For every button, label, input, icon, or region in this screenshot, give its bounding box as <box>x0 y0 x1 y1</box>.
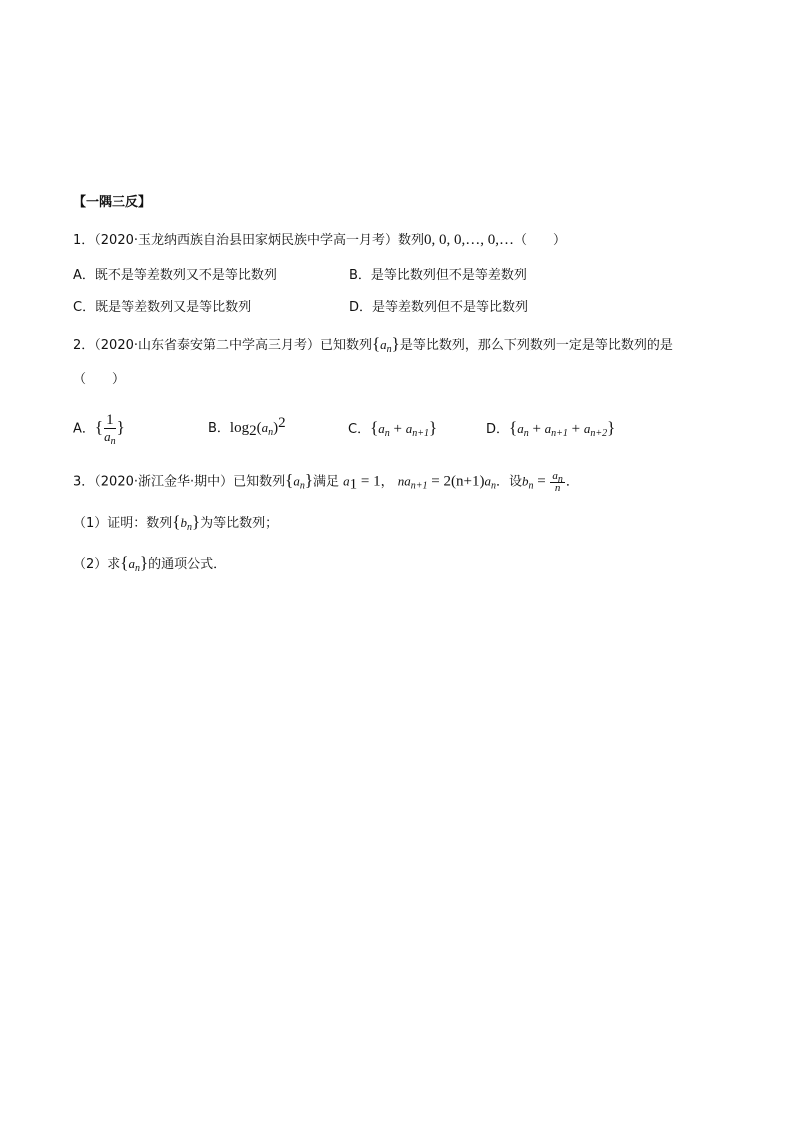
answer-blank: （ ） <box>514 233 567 248</box>
option-label: A． <box>73 421 95 437</box>
question-source: （2020·浙江金华·期中）已知数列 <box>94 474 286 490</box>
q3-part-1: （1）证明：数列$\{b_n\}$为等比数列； <box>73 512 279 533</box>
option-label: C． <box>73 300 96 315</box>
fraction: $\frac{1}{a_n}$ <box>104 412 116 447</box>
fraction: $\frac{a_n}{n}$ <box>552 470 563 494</box>
option-label: A． <box>73 268 95 283</box>
answer-blank: （ ） <box>73 372 126 387</box>
option-label: B． <box>349 268 371 283</box>
q1-option-a <box>73 266 277 286</box>
option-text: 既不是等差数列又不是等比数列 <box>94 268 277 283</box>
q2-option-d: D．$\{a_n + a_{n+1} + a_{n+2}\}$ <box>486 418 616 439</box>
part-label: （1） <box>73 516 108 531</box>
question-2-stem: 2．（2020·山东省泰安第二中学高三月考）已知数列$\{a_n\}$是等比数列，那么下列数列一定是等比数列的是 <box>73 334 673 355</box>
option-label: C． <box>348 422 371 437</box>
sequence-term: a <box>380 337 387 352</box>
question-1-stem <box>73 230 566 251</box>
question-stem-end: 是等比数列，那么下列数列一定是等比数列的是 <box>399 338 673 353</box>
question-3-stem: 3．（2020·浙江金华·期中）已知数列$\{a_n\}$满足 $a_1 = 1$， $na_{n+1} = 2(n+1)a_n$．设$b_n$ = $\frac{a_n}{n}$ ． <box>73 470 579 494</box>
q2-option-b: B．$\log_2(a_n)^2$ <box>208 415 286 439</box>
option-text: 既是等差数列又是等比数列 <box>95 300 252 315</box>
question-source: （2020·玉龙纳西族自治县田家炳民族中学高一月考）数列 <box>94 233 424 248</box>
q2-option-c: C．$\{a_n + a_{n+1}\}$ <box>348 418 438 439</box>
sequence-expression: 0, 0, 0,…, 0,… <box>424 232 514 248</box>
q1-option-b <box>349 266 527 286</box>
q2-option-a: A．{ $\frac{1}{a_n}$ } <box>73 412 125 447</box>
part-label: （2） <box>73 557 108 572</box>
question-number: 2． <box>73 338 95 353</box>
option-label: D． <box>349 300 373 315</box>
question-source: （2020·山东省泰安第二中学高三月考）已知数列 <box>94 338 372 353</box>
section-title: 【一隅三反】 <box>73 195 152 210</box>
q3-part-2: （2）求$\{a_n\}$的通项公式． <box>73 553 227 574</box>
option-text: 是等比数列但不是等差数列 <box>370 268 527 283</box>
option-label: B． <box>208 421 230 436</box>
option-label: D． <box>486 422 510 437</box>
option-text: 是等差数列但不是等比数列 <box>372 300 529 315</box>
question-number: 1． <box>73 233 95 248</box>
question-number: 3． <box>73 474 95 490</box>
q1-option-c <box>73 298 251 318</box>
q1-option-d <box>349 298 528 318</box>
